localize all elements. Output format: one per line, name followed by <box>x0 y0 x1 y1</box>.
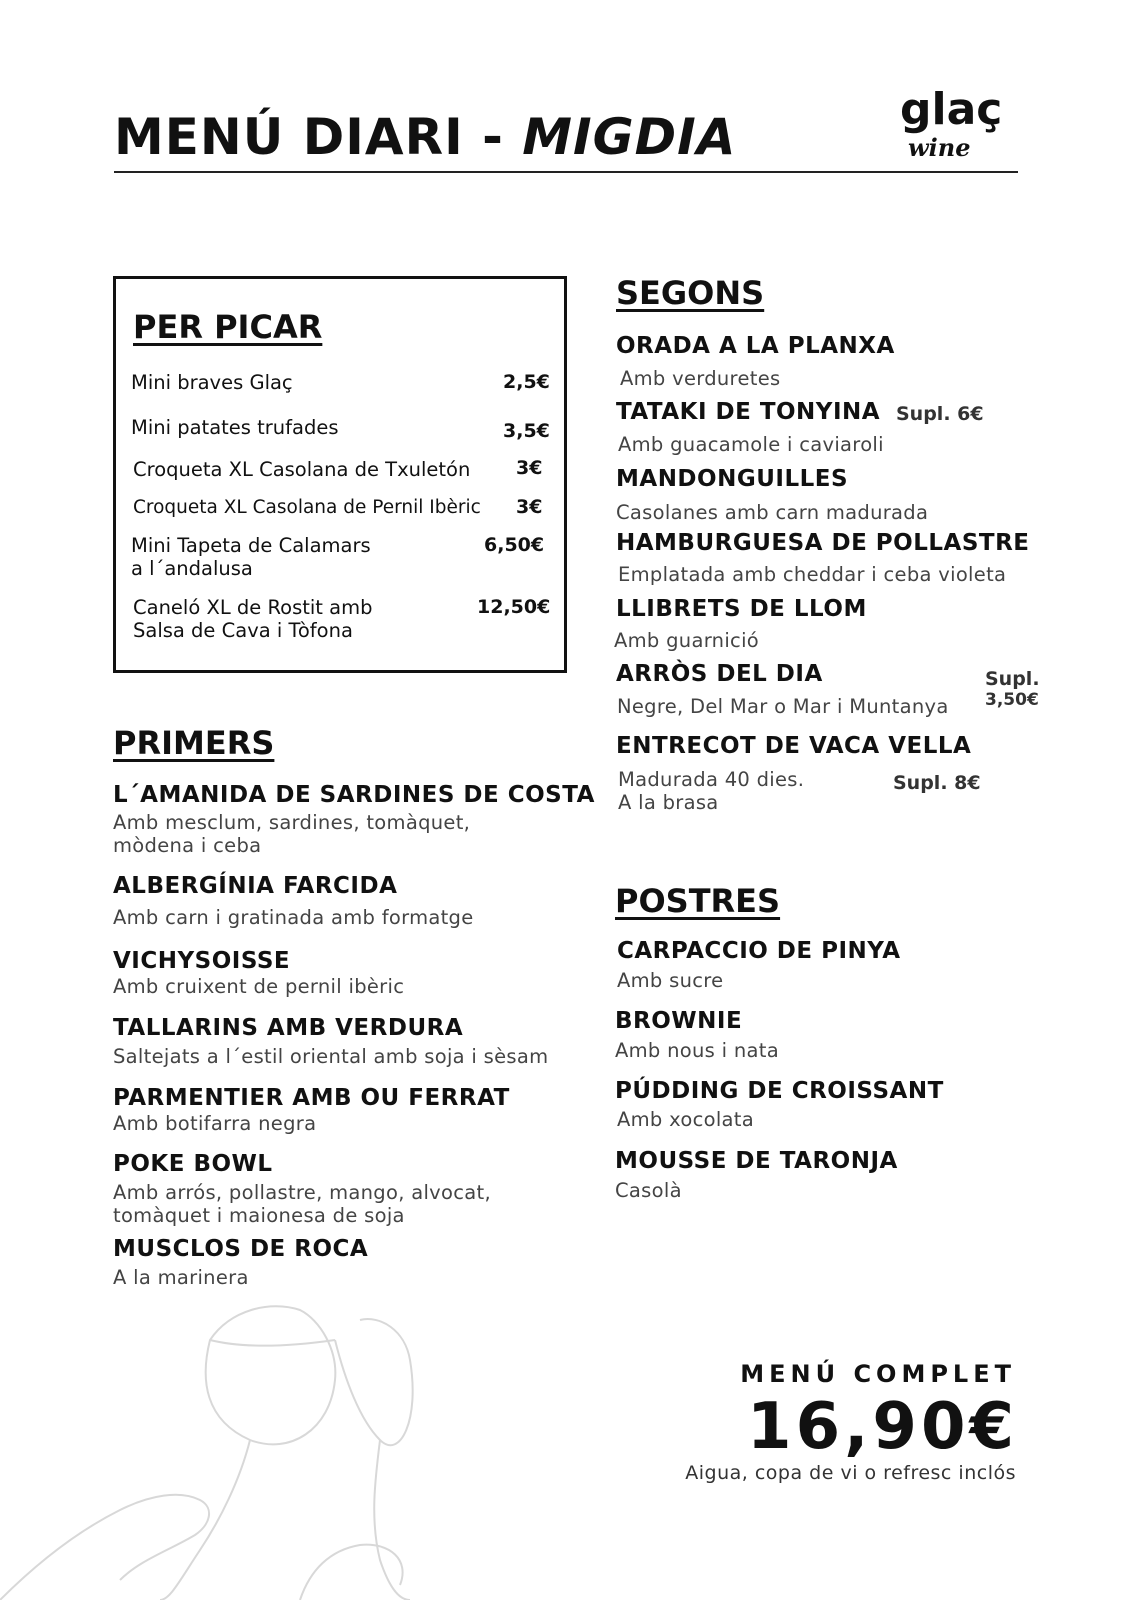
segon-dish-desc: Madurada 40 dies. <box>618 768 805 791</box>
segon-supplement: Supl. <box>985 668 1040 690</box>
primer-dish-name: TALLARINS AMB VERDURA <box>113 1015 464 1041</box>
postre-dish-desc: Casolà <box>615 1179 682 1202</box>
postre-dish-name: BROWNIE <box>615 1008 743 1034</box>
picar-item-price: 3€ <box>516 457 543 479</box>
postre-dish-name: PÚDDING DE CROISSANT <box>615 1078 944 1104</box>
per-picar-title: PER PICAR <box>133 308 323 346</box>
primer-dish-name: POKE BOWL <box>113 1151 273 1177</box>
segon-dish-name: LLIBRETS DE LLOM <box>616 596 867 622</box>
glac-wine-logo <box>896 84 1020 164</box>
menu-complet-label: MENÚ COMPLET <box>740 1360 1016 1388</box>
wine-glasses-illustration <box>0 1300 480 1600</box>
primer-dish-name: MUSCLOS DE ROCA <box>113 1236 369 1262</box>
segons-title: SEGONS <box>616 274 765 312</box>
segon-dish-desc-line2: A la brasa <box>618 791 719 814</box>
postre-dish-desc: Amb sucre <box>617 969 724 992</box>
postre-dish-name: CARPACCIO DE PINYA <box>617 938 901 964</box>
picar-item-name: Caneló XL de Rostit amb <box>133 596 373 619</box>
primer-dish-name: PARMENTIER AMB OU FERRAT <box>113 1085 510 1111</box>
primer-dish-name: L´AMANIDA DE SARDINES DE COSTA <box>113 782 595 808</box>
primer-dish-desc-line2: tomàquet i maionesa de soja <box>113 1204 405 1227</box>
primer-dish-desc: A la marinera <box>113 1266 249 1289</box>
segon-supplement: Supl. 8€ <box>893 772 981 794</box>
page-title <box>114 108 736 166</box>
picar-item-name: Mini Tapeta de Calamars <box>131 534 371 557</box>
picar-item-price: 3,5€ <box>503 420 550 442</box>
segon-dish-name: ENTRECOT DE VACA VELLA <box>616 733 972 759</box>
primer-dish-desc: Amb botifarra negra <box>113 1112 317 1135</box>
primer-dish-desc: Amb carn i gratinada amb formatge <box>113 906 474 929</box>
segon-dish-name: MANDONGUILLES <box>616 466 849 492</box>
title-italic: MIGDIA <box>522 108 737 166</box>
segon-supplement-price: 3,50€ <box>985 690 1039 710</box>
postre-dish-desc: Amb nous i nata <box>615 1039 779 1062</box>
segon-dish-name: ARRÒS DEL DIA <box>616 661 823 687</box>
picar-item-name-line2: Salsa de Cava i Tòfona <box>133 619 353 642</box>
picar-item-price: 2,5€ <box>503 371 550 393</box>
primer-dish-name: VICHYSOISSE <box>113 948 291 974</box>
picar-item-price: 12,50€ <box>477 596 551 618</box>
logo-bottom-text: wine <box>908 133 971 162</box>
postre-dish-name: MOUSSE DE TARONJA <box>615 1148 898 1174</box>
primer-dish-desc: Amb mesclum, sardines, tomàquet, <box>113 811 471 834</box>
primer-dish-desc-line2: mòdena i ceba <box>113 834 262 857</box>
picar-item-name: Croqueta XL Casolana de Txuletón <box>133 458 471 481</box>
picar-item-price: 3€ <box>516 496 543 518</box>
picar-item-price: 6,50€ <box>484 534 545 556</box>
postres-title: POSTRES <box>615 882 781 920</box>
header-divider <box>114 171 1018 173</box>
segon-dish-name: HAMBURGUESA DE POLLASTRE <box>616 530 1030 556</box>
picar-item-name: Mini braves Glaç <box>131 371 293 394</box>
postre-dish-desc: Amb xocolata <box>617 1108 754 1131</box>
segon-dish-name: ORADA A LA PLANXA <box>616 333 895 359</box>
segon-dish-name: TATAKI DE TONYINA <box>616 399 881 425</box>
menu-complet-price: 16,90€ <box>747 1390 1018 1464</box>
title-main: MENÚ DIARI - <box>114 108 523 166</box>
segon-dish-desc: Emplatada amb cheddar i ceba violeta <box>618 563 1007 586</box>
primer-dish-name: ALBERGÍNIA FARCIDA <box>113 873 398 899</box>
segon-supplement: Supl. 6€ <box>896 403 984 425</box>
logo-top-text: glaç <box>900 84 1003 135</box>
primer-dish-desc: Amb arrós, pollastre, mango, alvocat, <box>113 1181 491 1204</box>
primer-dish-desc: Amb cruixent de pernil ibèric <box>113 975 405 998</box>
segon-dish-desc: Amb guacamole i caviaroli <box>618 433 884 456</box>
primers-title: PRIMERS <box>113 724 275 762</box>
segon-dish-desc: Amb guarnició <box>614 629 760 652</box>
segon-dish-desc: Casolanes amb carn madurada <box>616 501 929 524</box>
picar-item-name: Croqueta XL Casolana de Pernil Ibèric <box>133 497 481 518</box>
menu-complet-note: Aigua, copa de vi o refresc inclós <box>685 1462 1016 1484</box>
picar-item-name-line2: a l´andalusa <box>131 557 253 580</box>
picar-item-name: Mini patates trufades <box>131 416 339 439</box>
primer-dish-desc: Saltejats a l´estil oriental amb soja i sèsam <box>113 1045 549 1068</box>
segon-dish-desc: Amb verduretes <box>620 367 781 390</box>
segon-dish-desc: Negre, Del Mar o Mar i Muntanya <box>617 695 949 718</box>
